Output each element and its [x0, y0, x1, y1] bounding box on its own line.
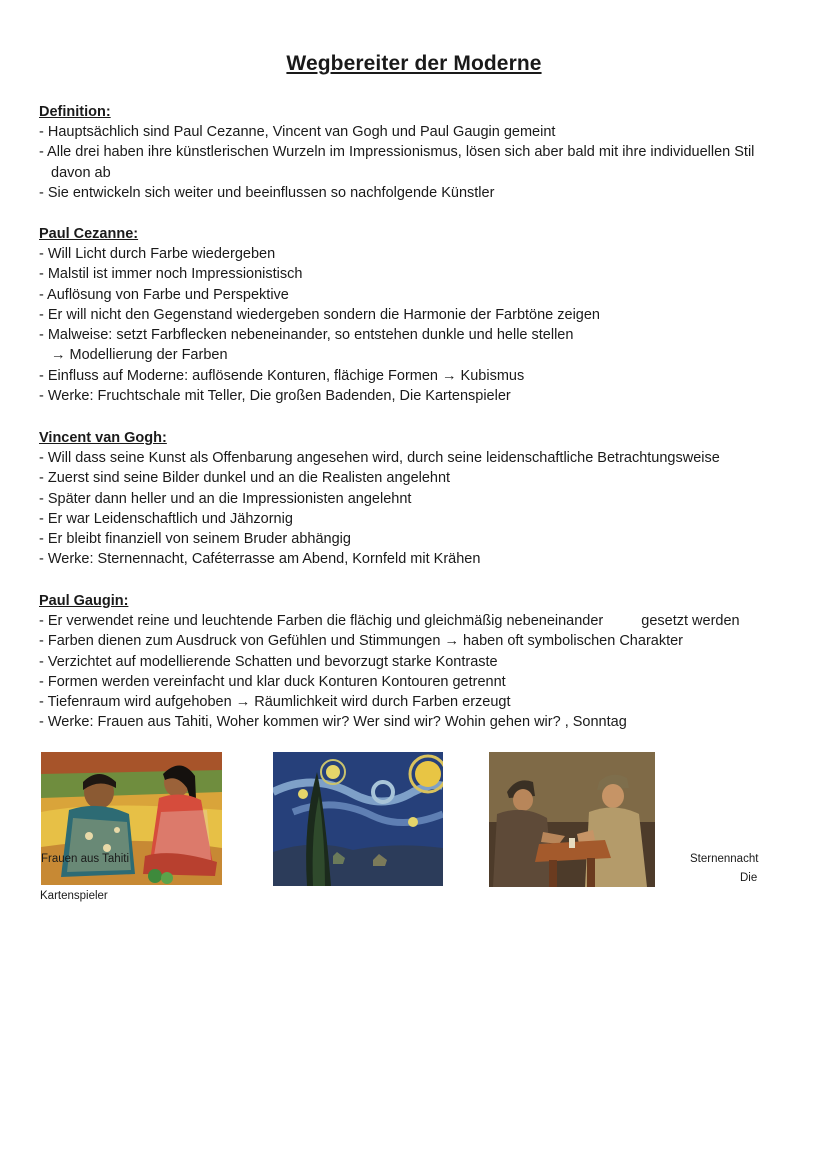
- list-item: - Er war Leidenschaftlich und Jähzornig: [39, 510, 293, 527]
- caption-die: Die: [740, 872, 758, 884]
- list-item: - Einfluss auf Moderne: auflösende Konturen, flächige Formen → Kubismus: [39, 367, 525, 384]
- section-heading: Vincent van Gogh:: [39, 430, 167, 446]
- list-item: - Er will nicht den Gegenstand wiedergeben sondern die Harmonie der Farbtöne zeigen: [39, 306, 600, 323]
- list-item: - Tiefenraum wird aufgehoben → Räumlichkeit wird durch Farben erzeugt: [39, 694, 511, 711]
- painting-sternennacht-image: [273, 752, 443, 886]
- list-item: - Alle drei haben ihre künstlerischen Wurzeln im Impressionismus, lösen sich aber bald mit ihre individuellen Stil: [39, 144, 755, 161]
- painting-kartenspieler-image: [489, 752, 655, 887]
- list-item: - Zuerst sind seine Bilder dunkel und an die Realisten angelehnt: [39, 470, 451, 487]
- section-vangogh: [39, 428, 809, 570]
- list-item: - Malstil ist immer noch Impressionistisch: [39, 266, 303, 283]
- list-item: - Werke: Sternennacht, Caféterrasse am Abend, Kornfeld mit Krähen: [39, 551, 481, 568]
- list-item: - Formen werden vereinfacht und klar duck Konturen Kontouren getrennt: [39, 673, 506, 690]
- section-heading: Paul Gaugin:: [39, 593, 129, 609]
- list-item-continuation: → Modellierung der Farben: [51, 347, 228, 364]
- list-item: - Werke: Fruchtschale mit Teller, Die großen Badenden, Die Kartenspieler: [39, 388, 511, 405]
- list-item: - Sie entwickeln sich weiter und beeinflussen so nachfolgende Künstler: [39, 184, 495, 201]
- caption-tahiti: Frauen aus Tahiti: [41, 853, 130, 865]
- page-title: Wegbereiter der Moderne: [286, 52, 542, 75]
- section-heading: Paul Cezanne:: [39, 226, 139, 242]
- painting-tahiti-image: [41, 752, 222, 885]
- list-item: - Malweise: setzt Farbflecken nebeneinander, so entstehen dunkle und helle stellen: [39, 327, 574, 344]
- painting-tahiti: [41, 752, 222, 885]
- list-item: - Will dass seine Kunst als Offenbarung angesehen wird, durch seine leidenschaftliche Betrachtungsweise: [39, 450, 720, 466]
- caption-sternennacht: Sternennacht: [690, 853, 759, 865]
- arrow-right-icon: →: [444, 633, 459, 650]
- arrow-right-icon: →: [442, 367, 457, 384]
- caption-kartenspieler: Kartenspieler: [40, 890, 108, 902]
- section-gaugin: [39, 591, 809, 733]
- list-item-continuation: davon ab: [51, 164, 111, 181]
- arrow-right-icon: →: [51, 347, 66, 364]
- list-item: - Verzichtet auf modellierende Schatten und bevorzugt starke Kontraste: [39, 653, 498, 670]
- section-heading: Definition:: [39, 104, 111, 120]
- list-item: - Farben dienen zum Ausdruck von Gefühlen und Stimmungen → haben oft symbolischen Charakter: [39, 633, 684, 650]
- list-item: - Will Licht durch Farbe wiedergeben: [39, 246, 276, 262]
- list-item: - Er bleibt finanziell von seinem Bruder abhängig: [39, 531, 351, 548]
- painting-sternennacht: [273, 752, 443, 886]
- list-item: - Werke: Frauen aus Tahiti, Woher kommen wir? Wer sind wir? Wohin gehen wir? , Sonntag: [39, 714, 627, 731]
- arrow-right-icon: →: [235, 694, 251, 711]
- list-item: - Er verwendet reine und leuchtende Farben die flächig und gleichmäßig nebeneinander gesetzt werden: [39, 613, 740, 629]
- painting-kartenspieler: [489, 752, 655, 887]
- list-item: - Auflösung von Farbe und Perspektive: [39, 286, 289, 303]
- section-definition: [39, 102, 809, 203]
- section-cezanne: [39, 224, 809, 406]
- list-item: - Später dann heller und an die Impressionisten angelehnt: [39, 490, 412, 507]
- list-item: - Hauptsächlich sind Paul Cezanne, Vincent van Gogh und Paul Gaugin gemeint: [39, 124, 556, 140]
